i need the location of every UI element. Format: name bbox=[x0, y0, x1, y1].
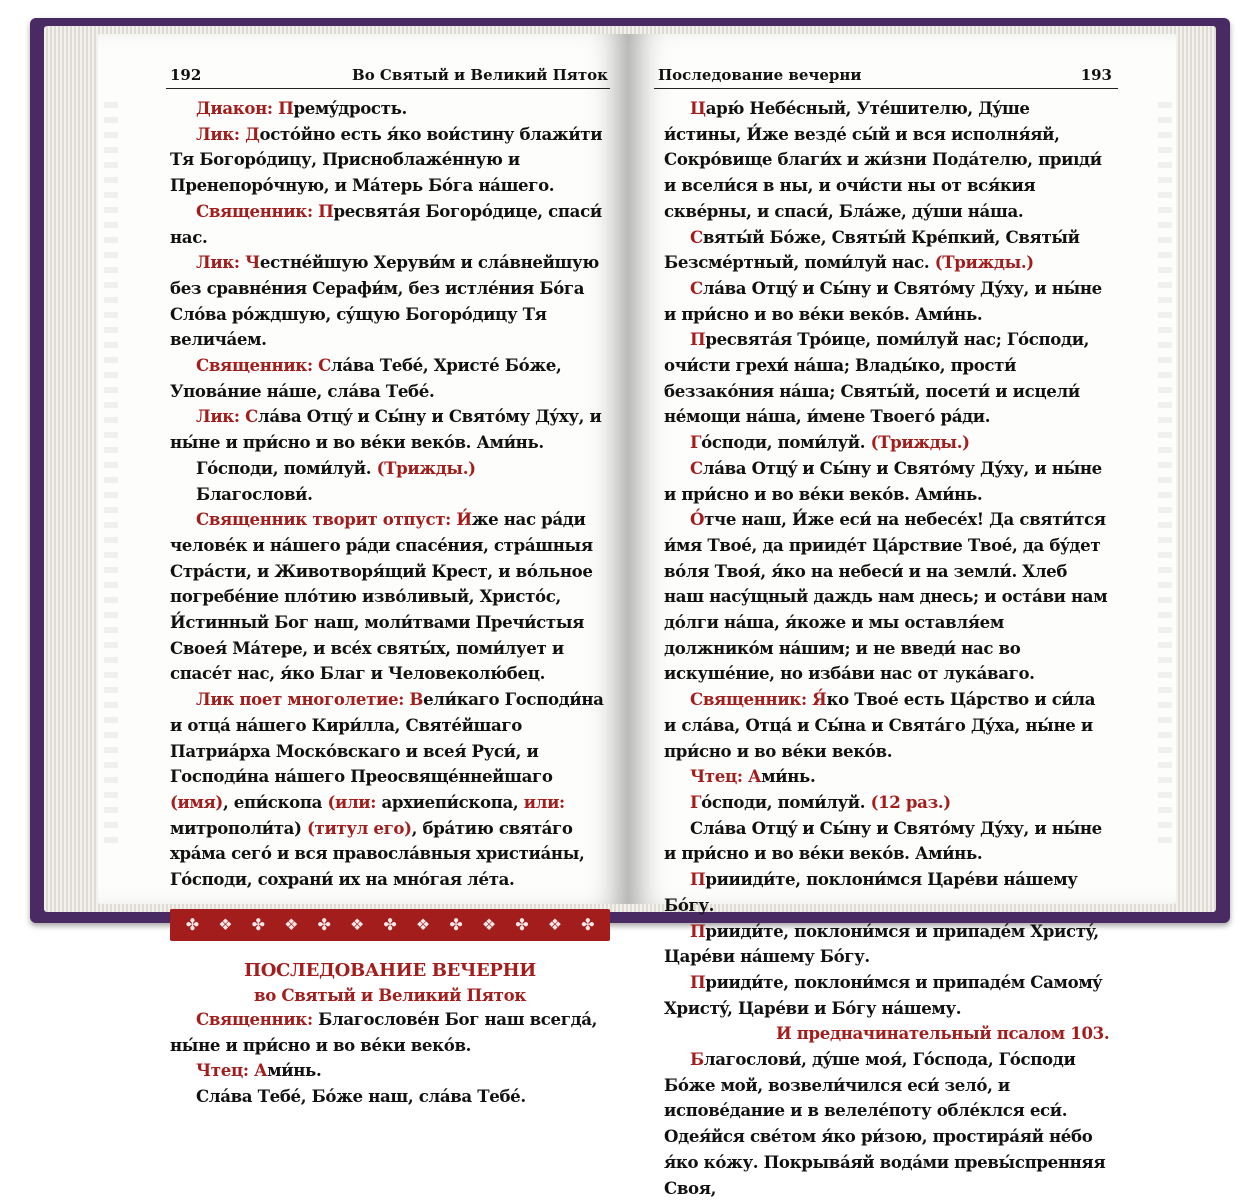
paragraph: Благослови́, дýше моя́, Гóспода, Гóсподи Бóже мой, возвели́чился еси́ зелó, и исповéдание и в велелéпоту облéклся еси́. Одея́йся свéтом я́ко ри́зою, простира́яй нéбо я́ко кóжу. Покрыва́яй водáми превы́спренняя Своя, bbox=[664, 1049, 1106, 1198]
paragraph: Святы́й Бóже, Святы́й Крéпкий, Святы́й Безсмéртный, поми́луй нас. (Трижды.) bbox=[664, 226, 1080, 273]
running-header-right bbox=[654, 62, 1118, 89]
paragraph: Пресвятáя Трóице, поми́луй нас; Гóсподи, очи́сти грехи́ нáша; Влады́ко, прости́ беззакóния нáша; Святы́й, посети́ и исцели́ нéмощи нáша, и́мене Твоегó рáди. bbox=[664, 329, 1090, 427]
paragraph: Священник: Я́ко Твоé есть Цáрство и си́ла и слáва, Отцá и Сы́на и Святáго Дýха, ны́не и при́сно и во вéки векóв. bbox=[664, 689, 1096, 761]
paragraph: Гóсподи, поми́луй. (12 раз.) bbox=[690, 791, 951, 812]
paragraph: Слáва Отцý и Сы́ну и Святóму Дýху, и ны́не и при́сно и во вéки векóв. Ами́нь. bbox=[664, 817, 1102, 864]
bleed-through-text bbox=[1158, 102, 1172, 844]
right-page bbox=[628, 34, 1176, 1198]
bleed-through-text bbox=[104, 102, 118, 844]
paragraph: Благослови́. bbox=[196, 483, 313, 504]
paragraph: Лик: Слáва Отцý и Сы́ну и Святóму Дýху, и ны́не и при́сно и во вéки векóв. Ами́нь. bbox=[170, 406, 602, 453]
page-number: 193 bbox=[1080, 66, 1112, 84]
paragraph: Прииди́те, поклони́мся и припадéм Самомý Христý, Царéви и Бóгу нáшему. bbox=[664, 971, 1102, 1018]
paragraph: Прииди́те, поклони́мся и припадéм Христý, Царéви нáшему Бóгу. bbox=[664, 920, 1099, 967]
paragraph: Священник: Благословéн Бог наш всегдá, ны́не и при́сно и во вéки векóв. bbox=[170, 1008, 598, 1055]
left-page bbox=[98, 34, 628, 1106]
running-title: Последование вечерни bbox=[658, 66, 862, 84]
paragraph: Царю́ Небéсный, Утéшителю, Дýше и́стины, И́же вездé сы́й и вся исполня́яй, Сокрóвище благи́х и жи́зни Подáтелю, приıди́ и всели́ся в ны, и очи́сти ны от вся́кия сквéрны, и спаси́, Блáже, ду́ши нáша. bbox=[664, 98, 1102, 221]
paragraph: Гóсподи, поми́луй. (Трижды.) bbox=[196, 457, 476, 478]
running-header-left bbox=[166, 62, 610, 89]
paragraph: Слáва Отцý и Сы́ну и Святóму Дýху, и ны́не и при́сно и во вéки векóв. Ами́нь. bbox=[664, 457, 1102, 504]
page-number: 192 bbox=[170, 66, 202, 84]
section-heading: ПОСЛЕДОВАНИЕ ВЕЧЕРНИ во Святый и Великий Пяток bbox=[244, 959, 536, 1005]
paragraph: Священник творит отпуст: И́же нас рáди человéк и нáшего рáди спасéния, стрáшныя Стрáсти, и Животворя́щий Крест, и вóльное погребéние плóтию изво́ливый, Христóс, И́стинный Бог наш, моли́твами Пречи́стыя Своея́ Мáтере, и всéх святы́х, поми́лует и спасéт нас, я́ко Благ и Человеколю́бец. bbox=[170, 509, 593, 684]
paragraph: Чтец: Ами́нь. bbox=[196, 1060, 322, 1081]
paragraph: Лик: Честнéйшую Херуви́м и слáвнейшую без сравнéния Серафи́м, без истлéния Бóга Слóва рóждшую, сýщую Богорóдицу Тя величáем. bbox=[170, 252, 599, 350]
ornament-glyph: ✤ bbox=[185, 914, 199, 934]
paragraph: Священник: Слáва Тебé, Христé Бóже, Уповáние нáше, слáва Тебé. bbox=[170, 355, 562, 401]
paragraph: Диакон: Премýдрость. bbox=[196, 98, 407, 118]
paragraph: Священник: Пресвятáя Богорóдице, спаси́ нас. bbox=[170, 200, 602, 247]
ornament-band: ✤ ❖ ✤ ❖ ✤ ❖ ✤ ❖ ✤ ❖ ✤ ❖ ✤ bbox=[170, 909, 610, 941]
paragraph: Приииди́те, поклони́мся Царéви нáшему Бóгу. bbox=[664, 869, 1078, 915]
paragraph: Лик: Достóйно есть я́ко вои́стину блажи́ти Тя Богорóдицу, Присноблажéнную и Пренепорóчную, и Мáтерь Бóга нáшего. bbox=[170, 123, 603, 196]
left-text-block bbox=[170, 96, 610, 1110]
running-title: Во Святый и Великий Пяток bbox=[352, 66, 608, 84]
right-text-block bbox=[664, 96, 1112, 1201]
psalm-heading: И предначинательный псалом 103. bbox=[776, 1023, 1110, 1044]
paragraph: Слáва Отцý и Сы́ну и Святóму Дýху, и ны́не и при́сно и во вéки векóв. Ами́нь. bbox=[664, 277, 1102, 324]
paragraph: О́тче наш, И́же еси́ на небесéх! Да святи́тся и́мя Твоé, да приидéт Цáрствие Твоé, да бýдет вóля Твоя́, я́ко на небеси́ и на земли́. Хлеб наш насýщный даждь нам днесь; и остáви нам дóлги нáша, я́коже и мы оставля́ем должникóм нáшим; и не введи́ нас во искушéние, но изба́ви нас от лукáваго. bbox=[664, 509, 1108, 684]
paragraph: Слáва Тебé, Бóже наш, слáва Тебé. bbox=[196, 1085, 526, 1106]
paragraph: Лик поет многолетие: Вели́каго Господи́на и отцá нáшего Кири́лла, Святéйшаго Патриáрха Моско́вскаго и всея́ Руси́, и Господи́на нáшего Преосвящéннейшаго (имя), епи́скопа (или: архиепи́скопа, или: митрополи́та) (титул его), брáтию святáго хрáма сегó и вся правосла́вныя христиáны, Гóсподи, сохрани́ их на мнóгая лéта. bbox=[170, 689, 604, 890]
paragraph: Гóсподи, поми́луй. (Трижды.) bbox=[690, 432, 970, 453]
paragraph: Чтец: Ами́нь. bbox=[690, 766, 816, 787]
